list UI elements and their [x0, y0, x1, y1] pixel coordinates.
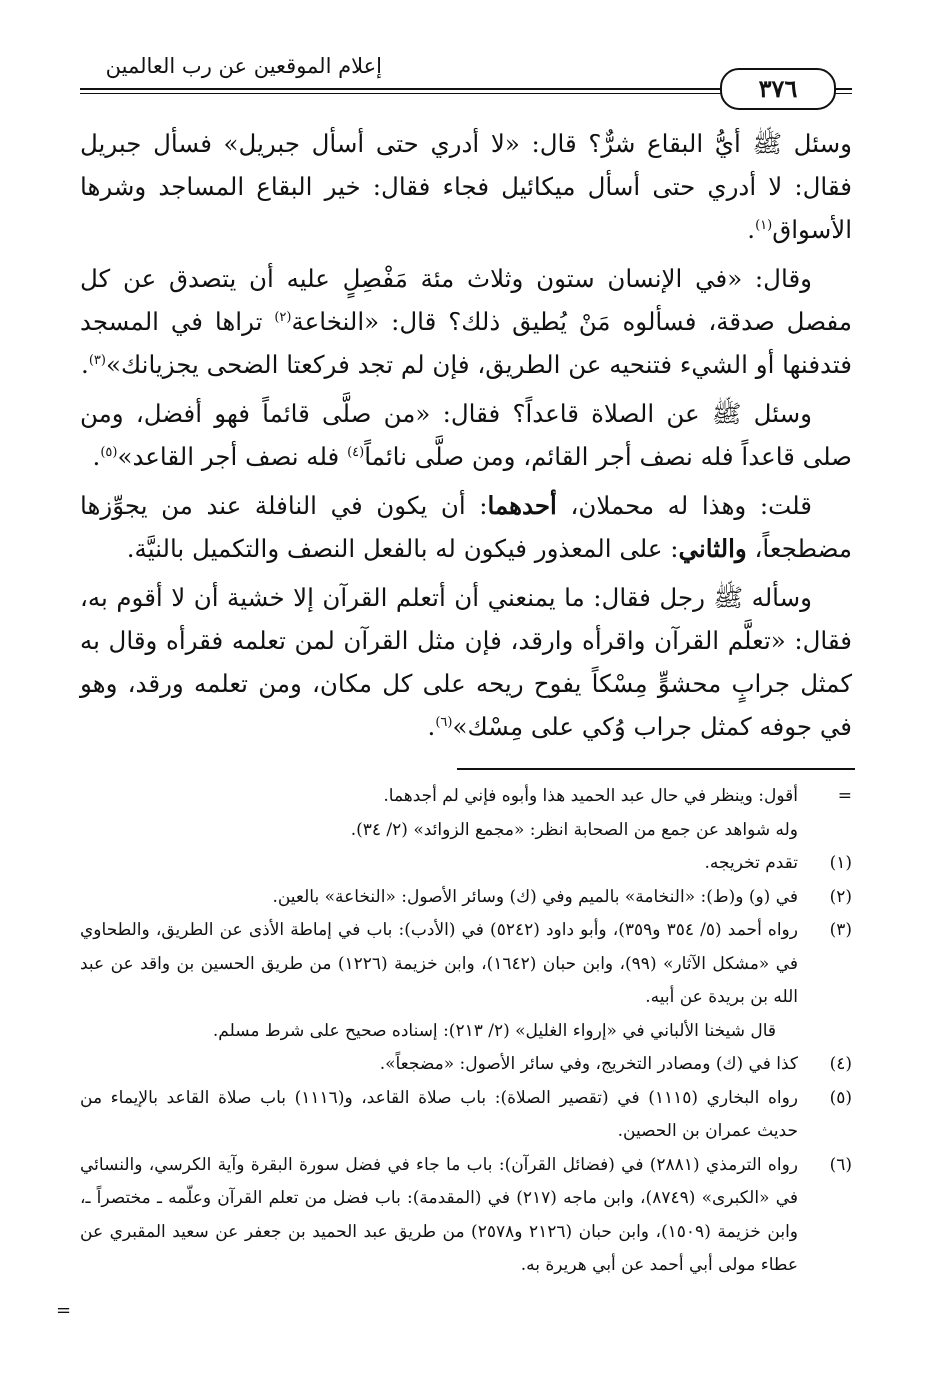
footnote-ref-2[interactable]: (٢) — [274, 309, 292, 325]
paragraph-3: وسئل ﷺ عن الصلاة قاعداً؟ فقال: «من صلَّى قائماً فهو أفضل، ومن صلى قاعداً فله نصف أجر القائم، ومن صلَّى نائماً$^{(٤)}$ فله نصف أجر القاعد»$^{(٥)}$. — [80, 399, 852, 471]
footnote-ref-1[interactable]: (١) — [755, 217, 773, 233]
footnote-2 — [80, 881, 852, 915]
keyword-first: أحدهما — [487, 491, 557, 520]
footnote-number: (٦) — [829, 1154, 852, 1175]
paragraph-5: وسأله ﷺ رجل فقال: ما يمنعني أن أتعلم القرآن إلا خشية أن لا أقوم به، فقال: «تعلَّم القرآن واقرأه وارقد، فإن مثل القرآن لمن تعلمه فقرأه وقال به كمثل جرابٍ محشوٍّ مِسْكاً يفوح ريحه على كل مكان، ومن تعلمه ورقد، وهو في جوفه كمثل جراب وُكي على مِسْك»$^{(٦)}$. — [80, 583, 852, 741]
page-number: ٣٧٦ — [720, 68, 836, 110]
running-header — [80, 50, 852, 110]
footnote-4 — [80, 1048, 852, 1082]
paragraph-4: قلت: وهذا له محملان، أحدهما: أن يكون في النافلة عند من يجوِّزها مضطجعاً، والثاني: على المعذور فيكون له بالفعل النصف والتكميل بالنيَّة. — [80, 491, 852, 563]
footnote-ref-5[interactable]: (٥) — [100, 444, 118, 460]
paragraph-1: وسئل ﷺ أيُّ البقاع شرٌّ؟ قال: «لا أدري حتى أسأل جبريل» فسأل جبريل فقال: لا أدري حتى أسأل ميكائيل فجاء فقال: خير البقاع المساجد وشرها الأسواق$^{(١)}$. — [80, 129, 852, 244]
paragraph-2: وقال: «في الإنسان ستون وثلاث مئة مَفْصِلٍ عليه أن يتصدق عن كل مفصل صدقة، فسألوه مَنْ يُطيق ذلك؟ قال: «النخاعة$^{(٢)}$ تراها في المسجد فتدفنها أو الشيء فتنحيه عن الطريق، فإن لم تجد فركعتا الضحى يجزيانك»$^{(٣)}$. — [80, 264, 852, 379]
continuation-marker-end: = — [56, 1300, 72, 1321]
footnote-number: (١) — [829, 853, 852, 873]
footnote-continuation: وله شواهد عن جمع من الصحابة انظر: «مجمع الزوائد» (٢/ ٣٤). — [350, 819, 798, 840]
footnote-number: (٣) — [829, 920, 852, 940]
footnote-1 — [80, 847, 852, 881]
main-text — [80, 122, 852, 754]
footnote-text: رواه البخاري (١١١٥) في (تقصير الصلاة): باب صلاة القاعد، و(١١١٦) باب صلاة القاعد بالإيماء من حديث عمران بن الحصين. — [80, 1087, 798, 1141]
footnote-separator — [457, 768, 855, 770]
footnote-text: تقدم تخريجه. — [704, 853, 798, 873]
footnote-3-note — [80, 1015, 852, 1049]
footnote-text: رواه الترمذي (٢٨٨١) في (فضائل القرآن): باب ما جاء في فضل سورة البقرة وآية الكرسي، والنسائي في «الكبرى» (٨٧٤٩)، وابن ماجه (٢١٧) في (المقدمة): باب فضل من تعلم القرآن وعلّمه ـ مختصراً ـ، وابن خزيمة (١٥٠٩)، وابن حبان (٢١٢٦ و٢٥٧٨) من طريق عبد الحميد بن جعفر عن سعيد المقبري عن عطاء مولى أبي أحمد عن أبي هريرة به. — [80, 1154, 798, 1275]
footnote-ref-6[interactable]: (٦) — [435, 714, 453, 730]
book-title: إعلام الموقعين عن رب العالمين — [105, 54, 382, 78]
footnote-text: في (و) و(ط): «النخامة» بالميم وفي (ك) وسائر الأصول: «النخاعة» بالعين. — [272, 886, 798, 907]
footnote-text: رواه أحمد (٥/ ٣٥٤ و٣٥٩)، وأبو داود (٥٢٤٢) في (الأدب): باب في إماطة الأذى عن الطريق، والطحاوي في «مشكل الآثار» (٩٩)، وابن حبان (١٦٤٢)، وابن خزيمة (١٢٢٦) من طريق الحسين بن واقد عن عبد الله بن بريدة عن أبيه. — [80, 920, 799, 1007]
footnote-number: (٢) — [829, 886, 852, 907]
footnote-ref-3[interactable]: (٣) — [88, 352, 106, 368]
footnote-number: (٥) — [829, 1087, 852, 1108]
footnote-text: قال شيخنا الألباني في «إرواء الغليل» (٢/ ٢١٣): إسناده صحيح على شرط مسلم. — [212, 1020, 776, 1041]
keyword-second: والثاني — [678, 534, 747, 563]
footnote-ref-4[interactable]: (٤) — [347, 444, 365, 460]
continuation-marker: = — [837, 786, 852, 806]
footnote-6 — [80, 1149, 852, 1283]
footnote-3 — [80, 914, 852, 1015]
footnote-number: (٤) — [829, 1054, 852, 1074]
footnotes — [80, 780, 852, 1283]
footnote-5 — [80, 1082, 852, 1149]
footnote-continuation: = أقول: وينظر في حال عبد الحميد هذا وأبوه فإني لم أجدهما. — [80, 780, 852, 814]
footnote-text: كذا في (ك) ومصادر التخريج، وفي سائر الأصول: «مضجعاً». — [379, 1054, 798, 1074]
